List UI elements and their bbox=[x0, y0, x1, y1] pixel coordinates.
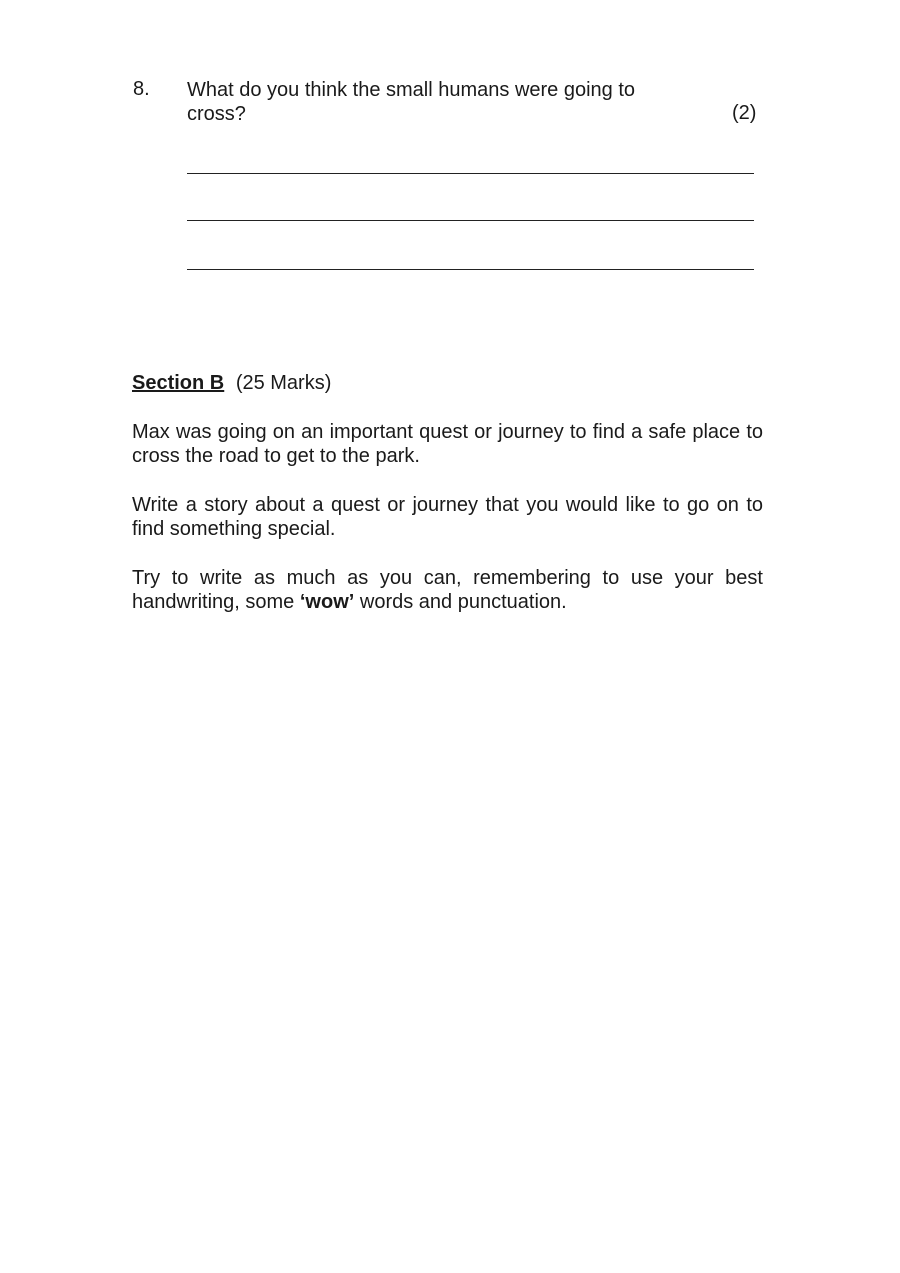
answer-line[interactable] bbox=[187, 173, 754, 174]
section-paragraph-intro: Max was going on an important quest or journey to find a safe place to cross the road to get to the park. bbox=[132, 421, 763, 467]
section-paragraph-instructions bbox=[132, 566, 763, 614]
section-title: Section B bbox=[132, 372, 225, 394]
section-marks: (25 Marks) bbox=[235, 372, 332, 394]
question-text: What do you think the small humans were going to cross? bbox=[187, 79, 636, 125]
answer-line[interactable] bbox=[187, 220, 754, 221]
answer-line[interactable] bbox=[187, 269, 754, 270]
section-paragraph-task: Write a story about a quest or journey that you would like to go on to find something special. bbox=[132, 494, 763, 540]
instructions-bold-word: ‘wow’ bbox=[299, 591, 355, 613]
section-heading bbox=[132, 372, 331, 395]
instructions-text-start: Try to write as much as you can, remembering to use your best handwriting, some bbox=[132, 567, 763, 613]
instructions-text-end: words and punctuation. bbox=[354, 591, 567, 613]
question-number: 8. bbox=[133, 78, 150, 100]
question-marks: (2) bbox=[732, 102, 757, 124]
